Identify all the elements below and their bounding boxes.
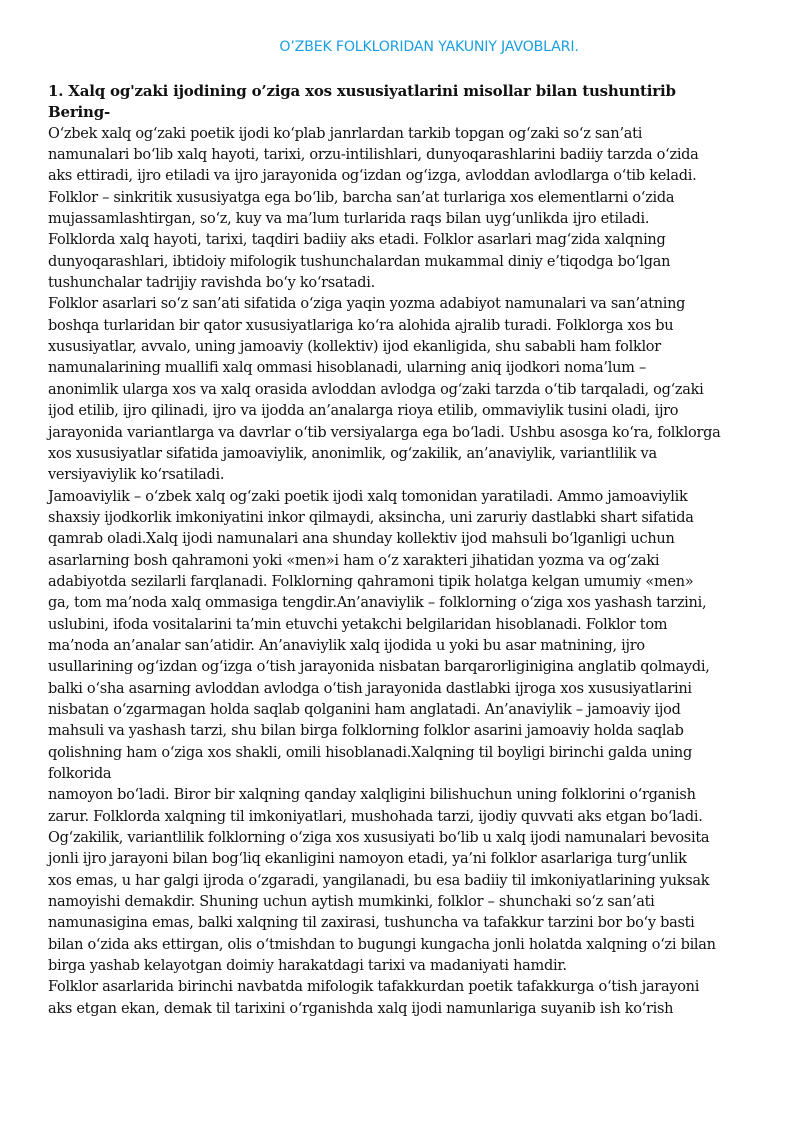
answer-text-line: ijod etilib, ijro qilinadi, ijro va ijodda an’analarga rioya etilib, ommaviylik tusini oladi, ijro <box>48 403 679 420</box>
question-heading <box>48 81 764 124</box>
answer-text-line: jonli ijro jarayoni bilan bog‘liq ekanligini namoyon etadi, ya’ni folklor asarlariga turg‘unlik <box>48 851 687 868</box>
answer-text-line: anonimlik ularga xos va xalq orasida avloddan avlodga og‘zaki tarzda o‘tib tarqaladi, og‘zaki <box>48 381 704 398</box>
answer-text-line: Folklor – sinkritik xususiyatga ega bo‘lib, barcha san’at turlariga xos elementlarni o‘zida <box>48 189 675 206</box>
answer-text-line: O‘zbek xalq og‘zaki poetik ijodi ko‘plab janrlardan tarkib topgan og‘zaki so‘z san’ati <box>48 125 643 142</box>
answer-text-line: boshqa turlaridan bir qator xususiyatlariga ko‘ra alohida ajralib turadi. Folklorga xos bu <box>48 317 674 334</box>
answer-text-line: Jamoaviylik – o‘zbek xalq og‘zaki poetik ijodi xalq tomonidan yaratiladi. Ammo jamoaviylik <box>48 488 688 505</box>
answer-text-line: namunasigina emas, balki xalqning til zaxirasi, tushuncha va tafakkur tarzini bor bo‘y basti <box>48 915 695 932</box>
answer-text-line: qamrab oladi.Xalq ijodi namunalari ana shunday kollektiv ijod mahsuli bo‘lganligi uchun <box>48 531 675 548</box>
answer-text-line: Folklor asarlari so‘z san’ati sifatida o‘ziga yaqin yozma adabiyot namunalari va san’atning <box>48 296 686 313</box>
answer-text-line: zarur. Folklorda xalqning til imkoniyatlari, mushohada tarzi, ijodiy quvvati aks etgan bo‘ladi. <box>48 808 703 825</box>
answer-text-line: nisbatan o‘zgarmagan holda saqlab qolganini ham anglatadi. An’anaviylik – jamoaviy ijod <box>48 701 681 718</box>
answer-text-line: qolishning ham o‘ziga xos shakli, omili hisoblanadi.Xalqning til boyligi birinchi galda uning <box>48 744 692 761</box>
answer-text-line: namunalari bo‘lib xalq hayoti, tarixi, orzu-intilishlari, dunyoqarashlarini badiiy tarzda o‘zida <box>48 147 699 164</box>
answer-text-line: ma’noda an’analar san’atidir. An’anaviylik xalq ijodida u yoki bu asar matnining, ijro <box>48 637 645 654</box>
answer-text-line: xos emas, u har galgi ijroda o‘zgaradi, yangilanadi, bu esa badiiy til imkoniyatlarining yuksak <box>48 872 710 889</box>
answer-text-line: mujassamlashtirgan, so‘z, kuy va ma’lum turlarida raqs bilan uyg‘unlikda ijro etiladi. <box>48 211 650 228</box>
answer-text-line: asarlarning bosh qahramoni yoki «men»i ham o‘z xarakteri jihatidan yozma va og‘zaki <box>48 552 660 569</box>
answer-text-line: dunyoqarashlari, ibtidoiy mifologik tushunchalardan mukammal diniy e’tiqodga bo‘lgan <box>48 253 671 270</box>
answer-text-line: adabiyotda sezilarli farqlanadi. Folklorning qahramoni tipik holatga kelgan umumiy «men» <box>48 573 694 590</box>
answer-text-line: namunalarining muallifi xalq ommasi hisoblanadi, ularning aniq ijodkori noma’lum – <box>48 360 646 377</box>
answer-text-line: usullarining og‘izdan og‘izga o‘tish jarayonida nisbatan barqarorliginigina anglatib qolmaydi, <box>48 659 710 676</box>
question-heading-line: Bering- <box>48 103 111 122</box>
answer-text-line: folkorida <box>48 766 112 782</box>
answer-text-line: ga, tom ma’noda xalq ommasiga tengdir.An’anaviylik – folklorning o‘ziga xos yashash tarzini, <box>48 595 707 612</box>
answer-text-line: jarayonida variantlarga va davrlar o‘tib versiyalarga ega bo‘ladi. Ushbu asosga ko‘ra, folklorga <box>48 424 721 441</box>
answer-text-line: aks etgan ekan, demak til tarixini o‘rganishda xalq ijodi namunlariga suyanib ish ko‘rish <box>48 1000 674 1017</box>
answer-text-line: Og‘zakilik, variantlilik folklorning o‘ziga xos xususiyati bo‘lib u xalq ijodi namunalari bevosita <box>48 830 710 847</box>
answer-text-line: uslubini, ifoda vositalarini ta’min etuvchi yetakchi belgilaridan hisoblanadi. Folklor tom <box>48 616 668 633</box>
answer-text-line: Folklor asarlarida birinchi navbatda mifologik tafakkurdan poetik tafakkurga o‘tish jarayoni <box>48 979 700 996</box>
answer-text-line: Folklorda xalq hayoti, tarixi, taqdiri badiiy aks etadi. Folklor asarlari mag‘zida xalqning <box>48 232 666 249</box>
answer-text-line: mahsuli va yashash tarzi, shu bilan birga folklorning folklor asarini jamoaviy holda saqlab <box>48 723 684 740</box>
answer-text-line: namoyon bo‘ladi. Biror bir xalqning qanday xalqligini bilishuchun uning folklorini o‘rganish <box>48 787 696 804</box>
answer-text-line: aks ettiradi, ijro etiladi va ijro jarayonida og‘izdan og‘izga, avloddan avlodlarga o‘tib keladi. <box>48 168 697 185</box>
document-body <box>48 81 764 1020</box>
answer-text-line: xususiyatlar, avvalo, uning jamoaviy (kollektiv) ijod ekanligida, shu sababli ham folklor <box>48 339 661 356</box>
answer-text-line: tushunchalar tadrijiy ravishda bo‘y ko‘rsatadi. <box>48 275 375 292</box>
answer-text <box>48 124 764 1020</box>
document-title: O’ZBEK FOLKLORIDAN YAKUNIY JAVOBLARI. <box>279 39 579 55</box>
question-heading-line: 1. Xalq og'zaki ijodining o’ziga xos xususiyatlarini misollar bilan tushuntirib <box>48 82 676 100</box>
answer-text-line: bilan o‘zida aks ettirgan, olis o‘tmishdan to bugungi kungacha jonli holatda xalqning o‘zi bilan <box>48 936 716 953</box>
answer-text-line: versiyaviylik ko‘rsatiladi. <box>48 467 225 484</box>
answer-text-line: birga yashab kelayotgan doimiy harakatdagi tarixi va madaniyati hamdir. <box>48 958 567 975</box>
answer-text-line: balki o‘sha asarning avloddan avlodga o‘tish jarayonida dastlabki ijroga xos xususiyatlarini <box>48 680 692 697</box>
answer-text-line: namoyishi demakdir. Shuning uchun aytish mumkinki, folklor – shunchaki so‘z san’ati <box>48 894 655 911</box>
answer-text-line: shaxsiy ijodkorlik imkoniyatini inkor qilmaydi, aksincha, uni zaruriy dastlabki shart sifatida <box>48 509 694 526</box>
answer-text-line: xos xususiyatlar sifatida jamoaviylik, anonimlik, og‘zakilik, an’anaviylik, variantlilik va <box>48 445 657 462</box>
